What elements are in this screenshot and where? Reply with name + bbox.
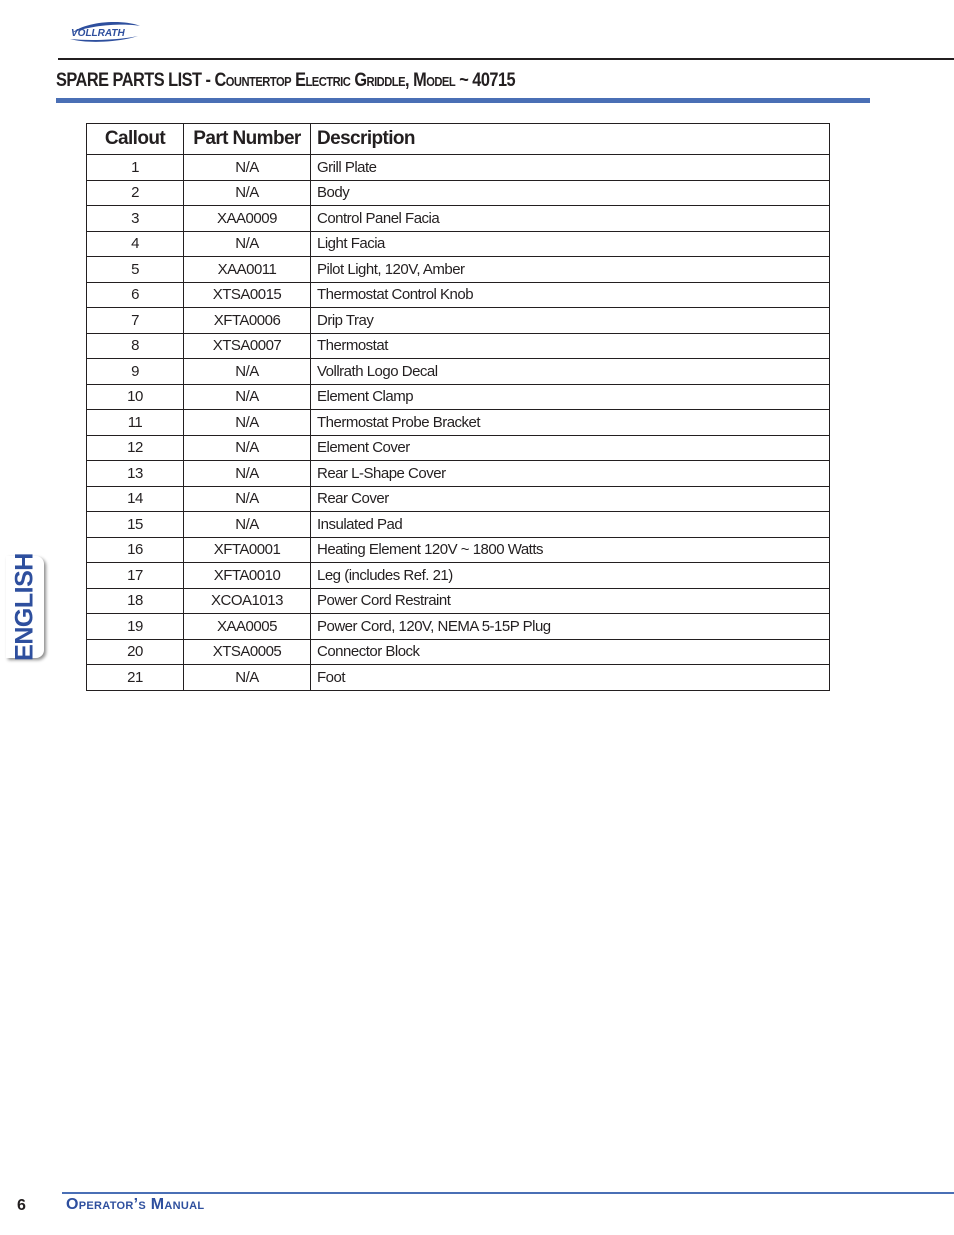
table-header-row bbox=[87, 124, 830, 155]
cell-description: Insulated Pad bbox=[311, 512, 830, 538]
cell-part-number: N/A bbox=[184, 512, 311, 538]
cell-callout: 10 bbox=[87, 384, 184, 410]
cell-callout: 13 bbox=[87, 461, 184, 487]
cell-part-number: N/A bbox=[184, 486, 311, 512]
cell-description: Rear Cover bbox=[311, 486, 830, 512]
cell-description: Power Cord, 120V, NEMA 5-15P Plug bbox=[311, 614, 830, 640]
cell-part-number: XCOA1013 bbox=[184, 588, 311, 614]
cell-part-number: N/A bbox=[184, 384, 311, 410]
table-row bbox=[87, 180, 830, 206]
cell-part-number: XTSA0005 bbox=[184, 639, 311, 665]
cell-description: Element Cover bbox=[311, 435, 830, 461]
cell-callout: 15 bbox=[87, 512, 184, 538]
table-row bbox=[87, 384, 830, 410]
cell-description: Body bbox=[311, 180, 830, 206]
cell-part-number: N/A bbox=[184, 155, 311, 181]
cell-callout: 12 bbox=[87, 435, 184, 461]
footer-manual-title: Operator’s Manual bbox=[66, 1196, 205, 1213]
column-header-part-number: Part Number bbox=[184, 124, 311, 155]
cell-part-number: XTSA0007 bbox=[184, 333, 311, 359]
cell-part-number: N/A bbox=[184, 665, 311, 691]
cell-callout: 2 bbox=[87, 180, 184, 206]
svg-text:VOLLRATH: VOLLRATH bbox=[71, 28, 125, 39]
cell-description: Pilot Light, 120V, Amber bbox=[311, 257, 830, 283]
cell-part-number: N/A bbox=[184, 180, 311, 206]
cell-description: Thermostat Control Knob bbox=[311, 282, 830, 308]
cell-part-number: N/A bbox=[184, 359, 311, 385]
cell-part-number: XAA0009 bbox=[184, 206, 311, 232]
title-underline-bar bbox=[56, 98, 870, 103]
table-row bbox=[87, 486, 830, 512]
cell-callout: 5 bbox=[87, 257, 184, 283]
cell-description: Element Clamp bbox=[311, 384, 830, 410]
cell-part-number: N/A bbox=[184, 410, 311, 436]
cell-callout: 19 bbox=[87, 614, 184, 640]
cell-description: Foot bbox=[311, 665, 830, 691]
cell-description: Vollrath Logo Decal bbox=[311, 359, 830, 385]
cell-part-number: XFTA0001 bbox=[184, 537, 311, 563]
cell-part-number: XFTA0006 bbox=[184, 308, 311, 334]
cell-part-number: XAA0011 bbox=[184, 257, 311, 283]
page-number: 6 bbox=[17, 1197, 26, 1214]
cell-callout: 1 bbox=[87, 155, 184, 181]
cell-description: Heating Element 120V ~ 1800 Watts bbox=[311, 537, 830, 563]
table-row bbox=[87, 614, 830, 640]
cell-callout: 11 bbox=[87, 410, 184, 436]
cell-description: Power Cord Restraint bbox=[311, 588, 830, 614]
table-row bbox=[87, 333, 830, 359]
cell-description: Thermostat Probe Bracket bbox=[311, 410, 830, 436]
title-subject: Countertop Electric Griddle, Model bbox=[214, 70, 456, 91]
table-row bbox=[87, 231, 830, 257]
table-row bbox=[87, 639, 830, 665]
cell-part-number: N/A bbox=[184, 461, 311, 487]
table-row bbox=[87, 665, 830, 691]
cell-callout: 20 bbox=[87, 639, 184, 665]
cell-part-number: N/A bbox=[184, 231, 311, 257]
cell-description: Light Facia bbox=[311, 231, 830, 257]
cell-description: Leg (includes Ref. 21) bbox=[311, 563, 830, 589]
cell-part-number: XFTA0010 bbox=[184, 563, 311, 589]
cell-description: Drip Tray bbox=[311, 308, 830, 334]
page-title bbox=[56, 70, 515, 92]
cell-part-number: XTSA0015 bbox=[184, 282, 311, 308]
table-row bbox=[87, 410, 830, 436]
vollrath-logo bbox=[68, 20, 142, 44]
cell-description: Thermostat bbox=[311, 333, 830, 359]
header-rule bbox=[58, 58, 954, 60]
spare-parts-table bbox=[86, 123, 830, 691]
table-row bbox=[87, 308, 830, 334]
footer-rule bbox=[62, 1192, 954, 1194]
title-prefix: SPARE PARTS LIST - bbox=[56, 70, 215, 91]
column-header-description: Description bbox=[311, 124, 830, 155]
cell-callout: 14 bbox=[87, 486, 184, 512]
table-row bbox=[87, 257, 830, 283]
cell-description: Grill Plate bbox=[311, 155, 830, 181]
cell-part-number: XAA0005 bbox=[184, 614, 311, 640]
cell-description: Connector Block bbox=[311, 639, 830, 665]
table-body bbox=[87, 155, 830, 691]
table-row bbox=[87, 359, 830, 385]
table-row bbox=[87, 588, 830, 614]
table-row bbox=[87, 206, 830, 232]
cell-description: Control Panel Facia bbox=[311, 206, 830, 232]
cell-callout: 6 bbox=[87, 282, 184, 308]
table-row bbox=[87, 461, 830, 487]
cell-description: Rear L-Shape Cover bbox=[311, 461, 830, 487]
table-row bbox=[87, 512, 830, 538]
cell-callout: 3 bbox=[87, 206, 184, 232]
table-row bbox=[87, 435, 830, 461]
title-model: ~ 40715 bbox=[455, 70, 516, 91]
table-row bbox=[87, 563, 830, 589]
cell-part-number: N/A bbox=[184, 435, 311, 461]
cell-callout: 17 bbox=[87, 563, 184, 589]
cell-callout: 9 bbox=[87, 359, 184, 385]
cell-callout: 16 bbox=[87, 537, 184, 563]
cell-callout: 8 bbox=[87, 333, 184, 359]
cell-callout: 21 bbox=[87, 665, 184, 691]
cell-callout: 18 bbox=[87, 588, 184, 614]
table-row bbox=[87, 282, 830, 308]
column-header-callout: Callout bbox=[87, 124, 184, 155]
table-row bbox=[87, 155, 830, 181]
language-tab-label: ENGLISH bbox=[10, 553, 39, 661]
cell-callout: 4 bbox=[87, 231, 184, 257]
cell-callout: 7 bbox=[87, 308, 184, 334]
table-row bbox=[87, 537, 830, 563]
